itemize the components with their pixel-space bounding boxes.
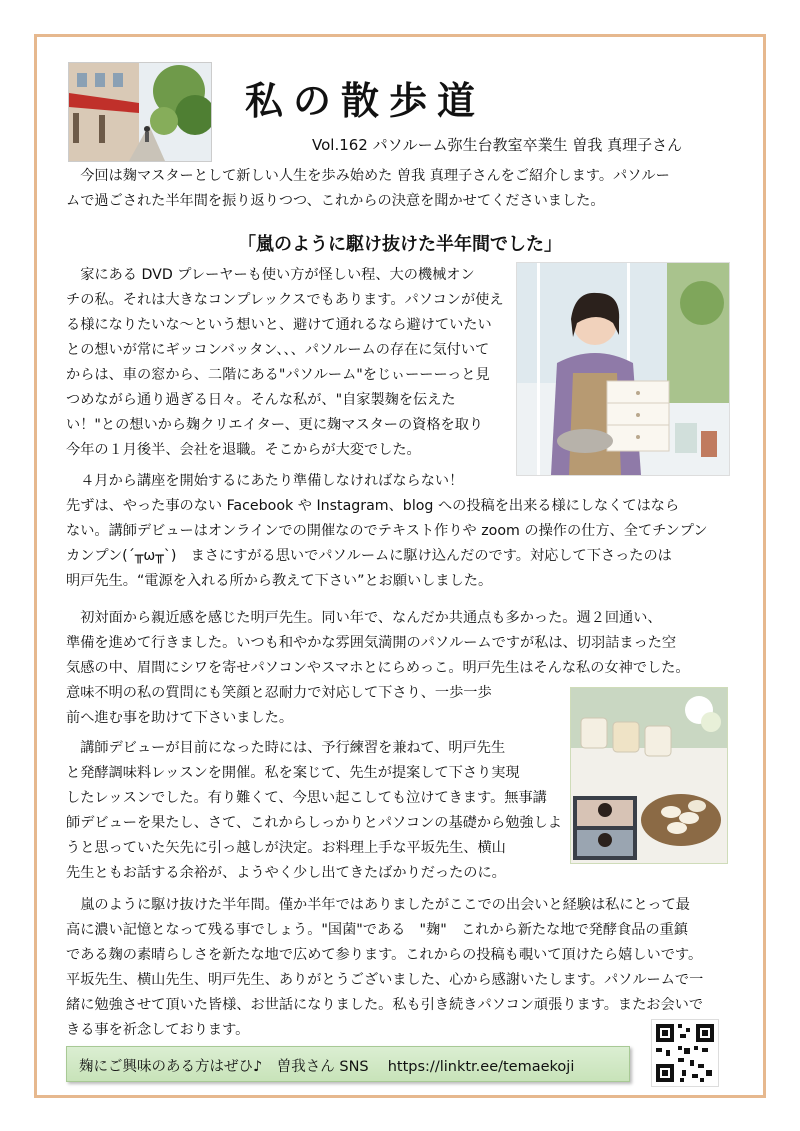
text-line: 講師デビューが目前になった時には、予行練習を兼ねて、明戸先生 bbox=[66, 740, 506, 756]
page-subtitle: Vol.162 パソルーム弥生台教室卒業生 曽我 真理子さん bbox=[312, 136, 683, 154]
portrait-photo bbox=[516, 262, 730, 476]
text-line: 高に濃い記憶となって残る事でしょう。"国菌"である "麹" これから新たな地で発酵食品の重鎮 bbox=[66, 922, 688, 938]
text-line: である麹の素晴らしさを新たな地で広めて参ります。これからの投稿も覗いて頂けたら嬉しいです。 bbox=[66, 947, 703, 963]
page-title: 私の散歩道 bbox=[245, 78, 486, 123]
text-line: ４月から講座を開始するにあたり準備しなければならない！ bbox=[66, 473, 464, 489]
text-line: い！"との想いから麹クリエイター、更に麹マスターの資格を取り bbox=[66, 417, 484, 433]
lesson-photo bbox=[570, 687, 728, 864]
text-line: 気感の中、眉間にシワを寄せパソコンやスマホとにらめっこ。明戸先生はそんな私の女神でした。 bbox=[66, 660, 690, 676]
text-line: 師デビューを果たし、さて、これからしっかりとパソコンの基礎から勉強しよ bbox=[66, 815, 562, 831]
text-line: カンプン(´╥ω╥`) まさにすがる思いでパソルームに駆け込んだのです。対応して下さったのは bbox=[66, 548, 672, 564]
text-line: 平坂先生、横山先生、明戸先生、ありがとうございました、心から感謝いたします。パソルームで一 bbox=[66, 972, 704, 988]
sns-banner bbox=[66, 1046, 630, 1082]
text-line: したレッスンでした。有り難くて、今思い起こしても泣けてきます。無事講 bbox=[66, 790, 547, 806]
text-line: る様になりたいな～という想いと、避けて通れるなら避けていたい bbox=[66, 317, 492, 333]
text-line: 嵐のように駆け抜けた半年間。僅か半年ではありましたがここでの出会いと経験は私にとって最 bbox=[66, 897, 690, 913]
text-line: 前へ進む事を助けて下さいました。 bbox=[66, 710, 294, 726]
intro-line: 今回は麹マスターとして新しい人生を歩み始めた 曽我 真理子さんをご紹介します。パソルー bbox=[66, 168, 670, 184]
text-line: 準備を進めて行きました。いつも和やかな雰囲気満開のパソルームですが私は、切羽詰まった空 bbox=[66, 635, 677, 651]
text-line: 今年の１月後半、会社を退職。そこからが大変でした。 bbox=[66, 442, 421, 458]
text-line: 明戸先生。“電源を入れる所から教えて下さい”とお願いしました。 bbox=[66, 573, 493, 589]
text-line: きる事を祈念しております。 bbox=[66, 1022, 250, 1038]
intro-line: ムで過ごされた半年間を振り返りつつ、これからの決意を聞かせてくださいました。 bbox=[66, 193, 605, 209]
sns-banner-text: 麹にご興味のある方はぜひ♪ 曽我さん SNS https://linktr.ee/temaekoji bbox=[79, 1059, 575, 1075]
text-line: からは、車の窓から、二階にある"パソルーム"をじぃーーーっと見 bbox=[66, 367, 490, 383]
text-line: うと思っていた矢先に引っ越しが決定。お料理上手な平坂先生、横山 bbox=[66, 840, 506, 856]
qr-code[interactable] bbox=[651, 1019, 719, 1087]
text-line: との想いが常にギッコンバッタン、、、パソルームの存在に気付いて bbox=[66, 342, 490, 358]
street-illustration bbox=[68, 62, 212, 162]
text-line: 初対面から親近感を感じた明戸先生。同い年で、なんだか共通点も多かった。週２回通い、 bbox=[66, 610, 662, 626]
text-line: 意味不明の私の質問にも笑顔と忍耐力で対応して下さり、一歩一歩 bbox=[66, 685, 492, 701]
text-line: つめながら通り過ぎる日々。そんな私が、"自家製麹を伝えた bbox=[66, 392, 456, 408]
text-line: 家にある DVD プレーヤーも使い方が怪しい程、大の機械オン bbox=[66, 267, 475, 283]
text-line: 先生ともお話する余裕が、ようやく少し出てきたばかりだったのに。 bbox=[66, 865, 506, 881]
text-line: ない。講師デビューはオンラインでの開催なのでテキスト作りや zoom の操作の仕方、全てチンプン bbox=[66, 523, 708, 539]
text-line: 緒に勉強させて頂いた皆様、お世話になりました。私も引き続きパソコン頑張ります。またお会いで bbox=[66, 997, 704, 1013]
section-heading: 「嵐のように駆け抜けた半年間でした」 bbox=[238, 234, 562, 255]
text-line: 先ずは、やった事のない Facebook や Instagram、blog への投稿を出来る様にしなくてはなら bbox=[66, 498, 680, 514]
text-line: チの私。それは大きなコンプレックスでもあります。パソコンが使え bbox=[66, 292, 504, 308]
text-line: と発酵調味料レッスンを開催。私を案じて、先生が提案して下さり実現 bbox=[66, 765, 520, 781]
